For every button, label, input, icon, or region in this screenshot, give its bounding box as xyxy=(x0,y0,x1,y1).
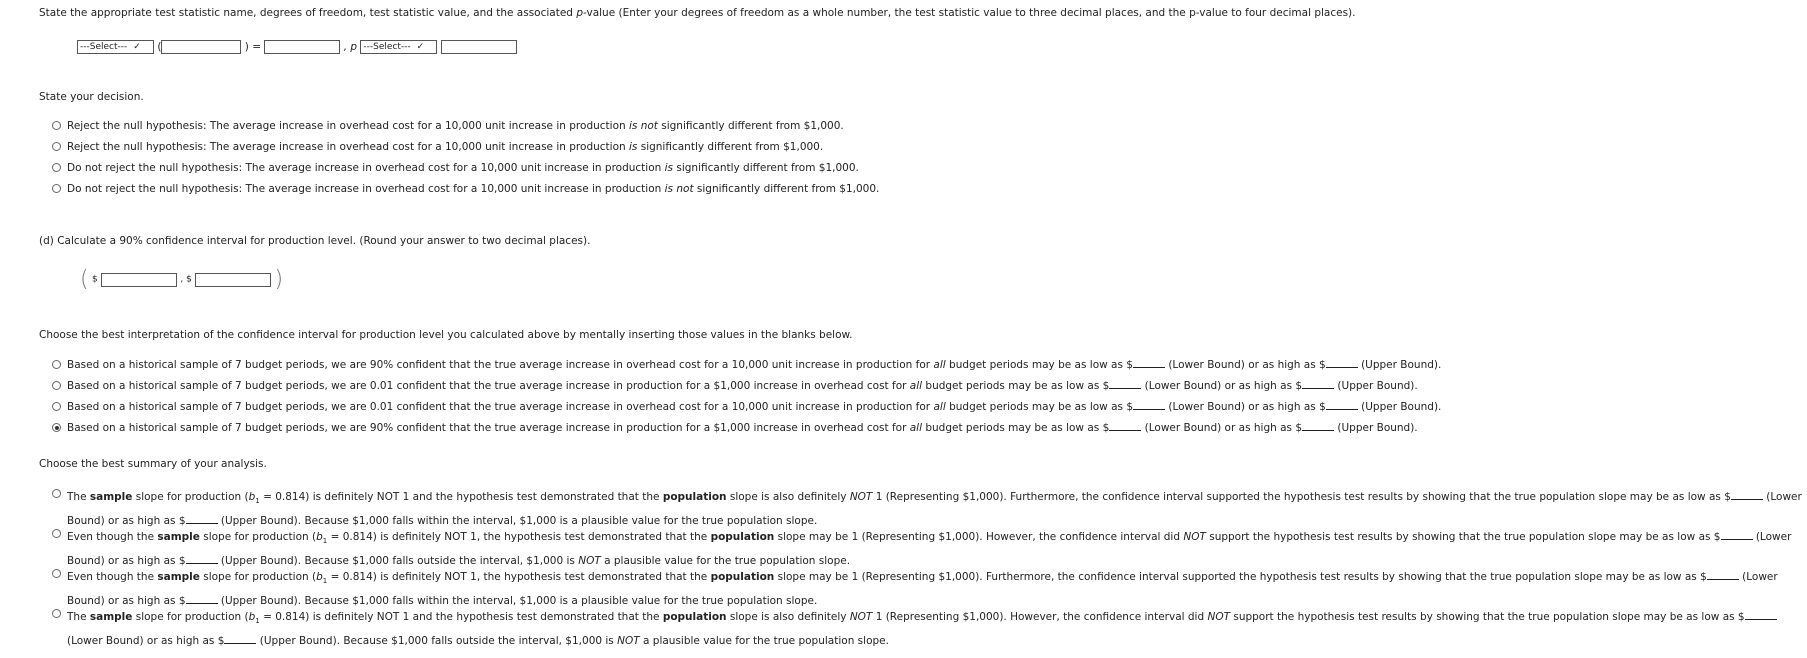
option-text-mid: budget periods may be as low as $ xyxy=(922,422,1110,434)
option-text: Based on a historical sample of 7 budget periods, we are 90% confident that the true average increase in production for a $1,000 increase in overhead cost for xyxy=(67,422,910,434)
s-b-symbol: b xyxy=(316,531,323,543)
option-text-end: significantly different from $1,000. xyxy=(693,183,880,195)
s-text: The xyxy=(67,491,90,503)
s-text: (Lower Bound) or as high as $ xyxy=(67,491,1802,528)
radio-button[interactable] xyxy=(52,402,61,411)
option-text-lb: (Lower Bound) or as high as $ xyxy=(1141,380,1303,392)
option-emphasis: is xyxy=(664,162,674,174)
s-sub: 1 xyxy=(322,537,328,546)
s-italic: NOT xyxy=(849,491,873,503)
option-text-end: significantly different from $1,000. xyxy=(637,141,824,153)
interpretation-option-4[interactable] xyxy=(52,421,1418,435)
s-text: (Upper Bound). Because $1,000 falls outside the interval, $1,000 is xyxy=(256,635,618,648)
instruction-text-rest: -value (Enter your degrees of freedom as a whole number, the test statistic value to three decimal places, and the p-value to four decimal places). xyxy=(582,7,1356,19)
s-text: (Upper Bound). Because $1,000 falls within the interval, $1,000 is a plausible value for the true population slope. xyxy=(217,595,818,608)
s-italic: NOT xyxy=(849,611,873,623)
s-bold: population xyxy=(710,571,775,583)
blank-line xyxy=(1133,400,1165,410)
blank-line xyxy=(224,634,256,644)
blank-line xyxy=(1326,358,1358,368)
s-sub: 1 xyxy=(255,617,260,626)
s-text: slope for production ( xyxy=(199,531,317,543)
summary-option-3[interactable] xyxy=(52,567,1807,611)
option-text: Reject the null hypothesis: The average increase in overhead cost for a 10,000 unit increase in production xyxy=(67,141,629,153)
summary-prompt: Choose the best summary of your analysis. xyxy=(39,458,267,470)
p-value-comparison-select[interactable] xyxy=(360,40,437,54)
option-text-ub: (Upper Bound). xyxy=(1357,359,1442,371)
blank-line xyxy=(1302,379,1334,389)
s-text: The xyxy=(67,611,90,623)
s-text: support the hypothesis test results by showing that the true population slope may be as low as $ xyxy=(1230,611,1745,623)
s-bold: sample xyxy=(89,491,133,503)
blank-line xyxy=(186,514,218,524)
decision-option-4[interactable] xyxy=(52,182,879,196)
radio-button[interactable] xyxy=(52,529,61,538)
interpretation-prompt: Choose the best interpretation of the confidence interval for production level you calculated above by mentally inserting those values in the blanks below. xyxy=(39,329,853,341)
statistic-select-value: ---Select--- xyxy=(80,42,128,52)
s-text: slope is also definitely xyxy=(726,611,850,623)
s-b-symbol: b xyxy=(248,611,256,623)
option-text-ub: (Upper Bound). xyxy=(1334,380,1418,392)
s-text: (Upper Bound). Because $1,000 falls within the interval, $1,000 is a plausible value for the true population slope. xyxy=(217,515,818,528)
open-paren: ( xyxy=(157,41,162,53)
s-text: Even though the xyxy=(67,531,158,543)
close-paren-equals: ) = xyxy=(244,41,262,53)
upper-bound-input[interactable] xyxy=(195,273,271,287)
option-text-end: significantly different from $1,000. xyxy=(657,120,844,132)
interpretation-option-1[interactable] xyxy=(52,358,1441,372)
option-emphasis: all xyxy=(909,380,923,392)
blank-line xyxy=(1109,421,1141,431)
p-select-value: ---Select--- xyxy=(363,42,411,52)
statistic-name-select[interactable] xyxy=(77,40,154,54)
decision-option-2[interactable] xyxy=(52,140,823,154)
s-text: = 0.814) is definitely NOT 1 and the hypothesis test demonstrated that the xyxy=(259,491,663,503)
radio-button[interactable] xyxy=(52,381,61,390)
s-text: (Upper Bound). Because $1,000 falls outside the interval, $1,000 is xyxy=(217,555,579,568)
s-text: a plausible value for the true population slope. xyxy=(600,555,851,568)
chevron-down-icon: ✓ xyxy=(416,42,425,52)
option-text-ub: (Upper Bound). xyxy=(1357,401,1442,413)
comma-dollar: , $ xyxy=(180,274,192,285)
option-text-lb: (Lower Bound) or as high as $ xyxy=(1141,422,1303,434)
s-bold: sample xyxy=(89,611,133,623)
radio-button-selected[interactable] xyxy=(52,423,61,432)
option-text: Reject the null hypothesis: The average increase in overhead cost for a 10,000 unit increase in production xyxy=(67,120,629,132)
s-text: (Lower Bound) or as high as $ xyxy=(67,635,225,648)
option-text-mid: budget periods may be as low as $ xyxy=(945,359,1133,371)
chevron-down-icon: ✓ xyxy=(133,42,141,52)
option-emphasis: all xyxy=(933,401,946,413)
degrees-of-freedom-input[interactable] xyxy=(161,40,241,54)
s-text: slope for production ( xyxy=(132,611,249,623)
option-text-lb: (Lower Bound) or as high as $ xyxy=(1165,401,1326,413)
option-text-lb: (Lower Bound) or as high as $ xyxy=(1164,359,1326,371)
s-text: slope is also definitely xyxy=(726,491,850,503)
radio-button[interactable] xyxy=(52,184,61,193)
blank-line xyxy=(1707,570,1739,580)
option-text: Based on a historical sample of 7 budget periods, we are 0.01 confident that the true average increase in overhead cost for a 10,000 unit increase in production for xyxy=(67,401,934,413)
s-italic: NOT xyxy=(1183,531,1206,543)
s-bold: sample xyxy=(157,531,200,543)
s-text: 1 (Representing $1,000). However, the confidence interval did xyxy=(872,611,1208,623)
radio-button[interactable] xyxy=(52,569,61,578)
s-bold: population xyxy=(662,611,727,623)
instruction-p-italic: p xyxy=(576,7,583,19)
blank-line xyxy=(1133,358,1165,368)
confidence-interval-prompt: (d) Calculate a 90% confidence interval for production level. (Round your answer to two decimal places). xyxy=(39,235,591,247)
s-text: (Lower Bound) or as high as $ xyxy=(67,531,1792,568)
s-italic: NOT xyxy=(617,635,640,648)
decision-prompt: State your decision. xyxy=(39,91,144,103)
blank-line xyxy=(1109,379,1141,389)
s-italic: NOT xyxy=(1207,611,1231,623)
s-bold: population xyxy=(662,491,727,503)
summary-option-4[interactable] xyxy=(52,607,1807,651)
s-bold: sample xyxy=(157,571,200,583)
instruction-text: State the appropriate test statistic name, degrees of freedom, test statistic value, and the associated xyxy=(39,7,577,19)
option-emphasis: is not xyxy=(664,183,694,195)
blank-line xyxy=(1721,530,1753,540)
blank-line xyxy=(1731,490,1763,500)
p-value-input[interactable] xyxy=(441,40,517,54)
s-text: slope for production ( xyxy=(132,491,249,503)
s-text: (Lower Bound) or as high as $ xyxy=(67,571,1778,608)
confidence-interval-row xyxy=(80,267,283,291)
option-emphasis: is not xyxy=(629,120,658,132)
s-b-symbol: b xyxy=(248,491,256,503)
option-emphasis: is xyxy=(629,141,638,153)
blank-line xyxy=(186,554,218,564)
s-italic: NOT xyxy=(578,555,601,568)
option-emphasis: all xyxy=(933,359,946,371)
radio-button[interactable] xyxy=(52,360,61,369)
option-text: Do not reject the null hypothesis: The average increase in overhead cost for a 10,000 unit increase in production xyxy=(67,162,665,174)
close-paren: ) xyxy=(274,267,284,292)
option-emphasis: all xyxy=(909,422,923,434)
s-bold: population xyxy=(710,531,775,543)
option-text-end: significantly different from $1,000. xyxy=(673,162,859,174)
s-text: slope may be 1 (Representing $1,000). However, the confidence interval did xyxy=(774,531,1184,543)
s-sub: 1 xyxy=(255,497,260,506)
interpretation-option-2[interactable] xyxy=(52,379,1418,393)
s-text: a plausible value for the true population slope. xyxy=(639,635,889,648)
blank-line xyxy=(1326,400,1358,410)
radio-button[interactable] xyxy=(52,121,61,130)
decision-option-3[interactable] xyxy=(52,161,859,175)
summary-option-2[interactable] xyxy=(52,527,1807,571)
radio-button[interactable] xyxy=(52,609,61,618)
lower-bound-input[interactable] xyxy=(101,273,177,287)
s-text: = 0.814) is definitely NOT 1 and the hypothesis test demonstrated that the xyxy=(259,611,663,623)
test-statistic-instruction xyxy=(39,6,1355,20)
radio-button[interactable] xyxy=(52,489,61,498)
s-text: 1 (Representing $1,000). Furthermore, the confidence interval supported the hypothesis test results by showing that the true population slope may be as low as $ xyxy=(872,491,1731,503)
option-text: Based on a historical sample of 7 budget periods, we are 0.01 confident that the true average increase in production for a $1,000 increase in overhead cost for xyxy=(67,380,910,392)
s-text: = 0.814) is definitely NOT 1, the hypothesis test demonstrated that the xyxy=(327,571,711,583)
test-statistic-value-input[interactable] xyxy=(264,40,340,54)
s-sub: 1 xyxy=(322,577,328,586)
open-paren: ( xyxy=(80,267,89,292)
radio-button[interactable] xyxy=(52,163,61,172)
comma-p-label: , p xyxy=(343,41,358,53)
s-text: = 0.814) is definitely NOT 1, the hypothesis test demonstrated that the xyxy=(327,531,711,543)
summary-option-1[interactable] xyxy=(52,487,1807,531)
s-b-symbol: b xyxy=(316,571,323,583)
s-text: support the hypothesis test results by showing that the true population slope may be as low as $ xyxy=(1205,531,1721,543)
option-text-ub: (Upper Bound). xyxy=(1334,422,1418,434)
blank-line xyxy=(1745,610,1777,620)
blank-line xyxy=(1302,421,1334,431)
test-statistic-row xyxy=(77,40,517,54)
dollar-sign: $ xyxy=(91,274,98,285)
option-text-mid: budget periods may be as low as $ xyxy=(945,401,1134,413)
blank-line xyxy=(186,594,218,604)
s-text: Even though the xyxy=(67,571,158,583)
interpretation-option-3[interactable] xyxy=(52,400,1441,414)
decision-option-1[interactable] xyxy=(52,119,844,133)
option-text: Do not reject the null hypothesis: The average increase in overhead cost for a 10,000 unit increase in production xyxy=(67,183,665,195)
s-text: slope may be 1 (Representing $1,000). Furthermore, the confidence interval supported the hypothesis test results by showing that the true population slope may be as low as $ xyxy=(774,571,1707,583)
radio-button[interactable] xyxy=(52,142,61,151)
option-text: Based on a historical sample of 7 budget periods, we are 90% confident that the true average increase in overhead cost for a 10,000 unit increase in production for xyxy=(67,359,934,371)
option-text-mid: budget periods may be as low as $ xyxy=(922,380,1110,392)
s-text: slope for production ( xyxy=(199,571,317,583)
